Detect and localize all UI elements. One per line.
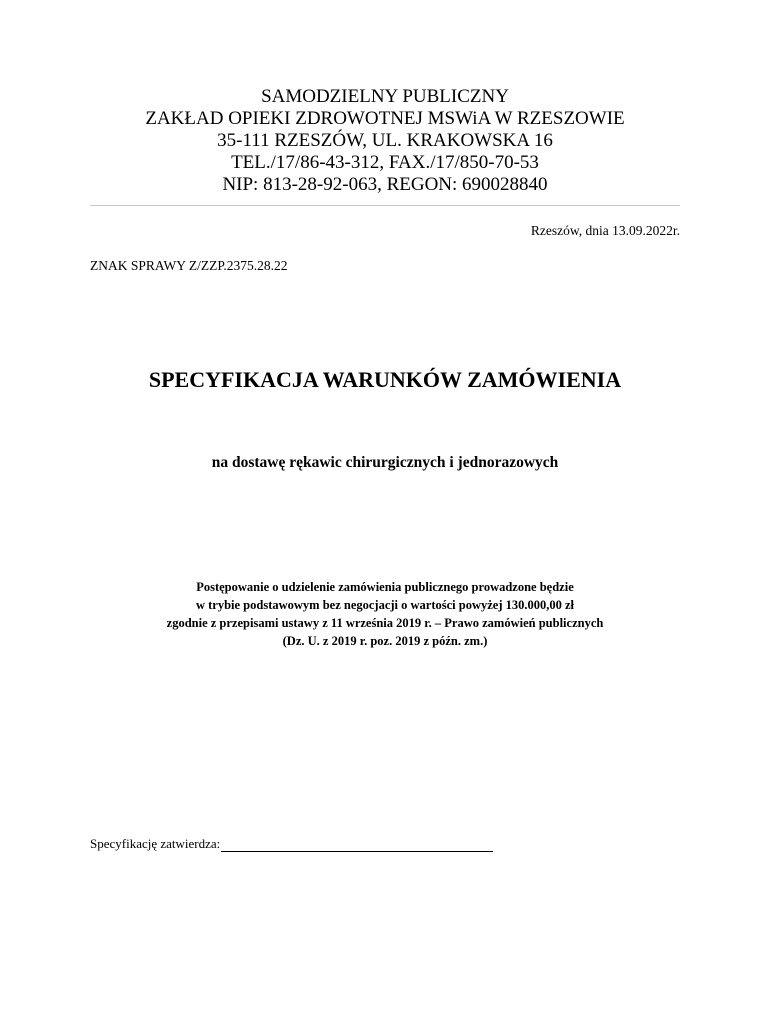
document-subtitle: na dostawę rękawic chirurgicznych i jednorazowych <box>211 454 559 471</box>
procedure-description <box>0 578 770 650</box>
document-date: Rzeszów, dnia 13.09.2022r. <box>530 223 680 238</box>
procedure-line-3: zgodnie z przepisami ustawy z 11 września 2019 r. – Prawo zamówień publicznych <box>166 616 604 630</box>
institution-header <box>90 86 680 196</box>
approval-section <box>90 836 493 852</box>
header-line-nip-regon: NIP: 813-28-92-063, REGON: 690028840 <box>222 174 548 195</box>
case-number: ZNAK SPRAWY Z/ZZP.2375.28.22 <box>90 258 288 273</box>
header-line-address: 35-111 RZESZÓW, UL. KRAKOWSKA 16 <box>217 130 553 151</box>
header-divider <box>90 205 680 206</box>
approval-label: Specyfikację zatwierdza: <box>90 836 221 851</box>
procedure-line-1: Postępowanie o udzielenie zamówienia publicznego prowadzone będzie <box>196 580 574 594</box>
procedure-line-2: w trybie podstawowym bez negocjacji o wartości powyżej 130.000,00 zł <box>195 598 575 612</box>
header-line-institution: ZAKŁAD OPIEKI ZDROWOTNEJ MSWiA W RZESZOWIE <box>145 108 625 129</box>
signature-line <box>221 837 493 852</box>
header-line-phone-fax: TEL./17/86-43-312, FAX./17/850-70-53 <box>231 152 539 173</box>
header-line-name: SAMODZIELNY PUBLICZNY <box>261 86 509 107</box>
procedure-line-4: (Dz. U. z 2019 r. poz. 2019 z późn. zm.) <box>282 634 488 648</box>
document-title: SPECYFIKACJA WARUNKÓW ZAMÓWIENIA <box>148 367 622 392</box>
